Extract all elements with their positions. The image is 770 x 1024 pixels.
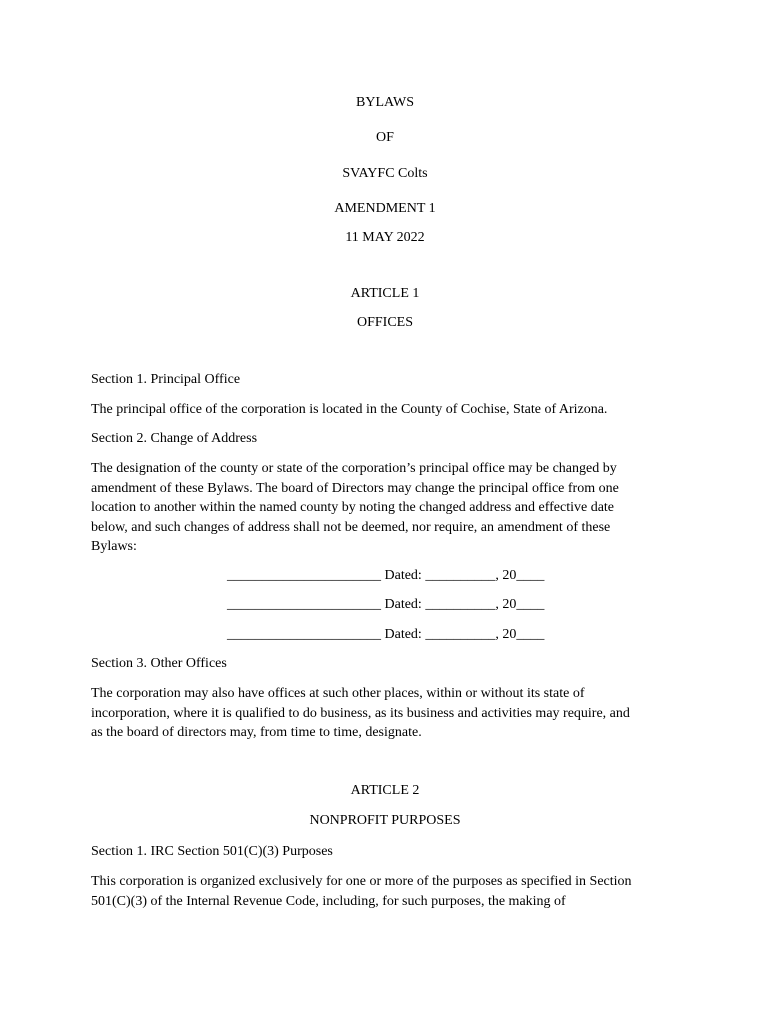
organization-name: SVAYFC Colts	[342, 166, 428, 181]
article1-section2-title: Section 2. Change of Address	[91, 431, 258, 446]
article1-section1-title: Section 1. Principal Office	[91, 372, 241, 387]
article2-subheading: NONPROFIT PURPOSES	[309, 813, 461, 828]
paragraph-line: The designation of the county or state of the corporation’s principal office may be changed by	[91, 461, 617, 476]
article2-heading: ARTICLE 2	[350, 783, 420, 798]
article1-section3-paragraph	[91, 684, 691, 743]
article1-section3-title: Section 3. Other Offices	[91, 656, 227, 671]
document-title: BYLAWS	[356, 95, 414, 110]
paragraph-line: Bylaws:	[91, 539, 137, 554]
signature-line: ______________________ Dated: __________, 20____	[227, 597, 545, 612]
signature-line: ______________________ Dated: __________, 20____	[227, 627, 545, 642]
paragraph-line: as the board of directors may, from time to time, designate.	[91, 725, 422, 740]
article1-section2-paragraph	[91, 459, 691, 557]
signature-line: ______________________ Dated: __________, 20____	[227, 568, 545, 583]
article2-section1-title: Section 1. IRC Section 501(C)(3) Purposes	[91, 844, 333, 859]
amendment-date: 11 MAY 2022	[345, 230, 425, 245]
paragraph-line: The corporation may also have offices at such other places, within or without its state of	[91, 686, 585, 701]
paragraph-line: location to another within the named county by noting the changed address and effective date	[91, 500, 615, 515]
article1-section1-text: The principal office of the corporation is located in the County of Cochise, State of Arizona.	[91, 402, 608, 417]
amendment-label: AMENDMENT 1	[334, 201, 436, 216]
paragraph-line: 501(C)(3) of the Internal Revenue Code, including, for such purposes, the making of	[91, 893, 566, 909]
paragraph-line: below, and such changes of address shall not be deemed, nor require, an amendment of these	[91, 519, 611, 535]
paragraph-line: incorporation, where it is qualified to do business, as its business and activities may require, and	[91, 705, 630, 721]
article2-section1-paragraph	[91, 872, 691, 911]
article1-subheading: OFFICES	[356, 315, 414, 330]
paragraph-line: amendment of these Bylaws. The board of Directors may change the principal office from one	[91, 480, 619, 496]
paragraph-line: This corporation is organized exclusively for one or more of the purposes as specified in Section	[91, 874, 632, 889]
article1-heading: ARTICLE 1	[350, 286, 420, 301]
document-of: OF	[376, 130, 394, 145]
